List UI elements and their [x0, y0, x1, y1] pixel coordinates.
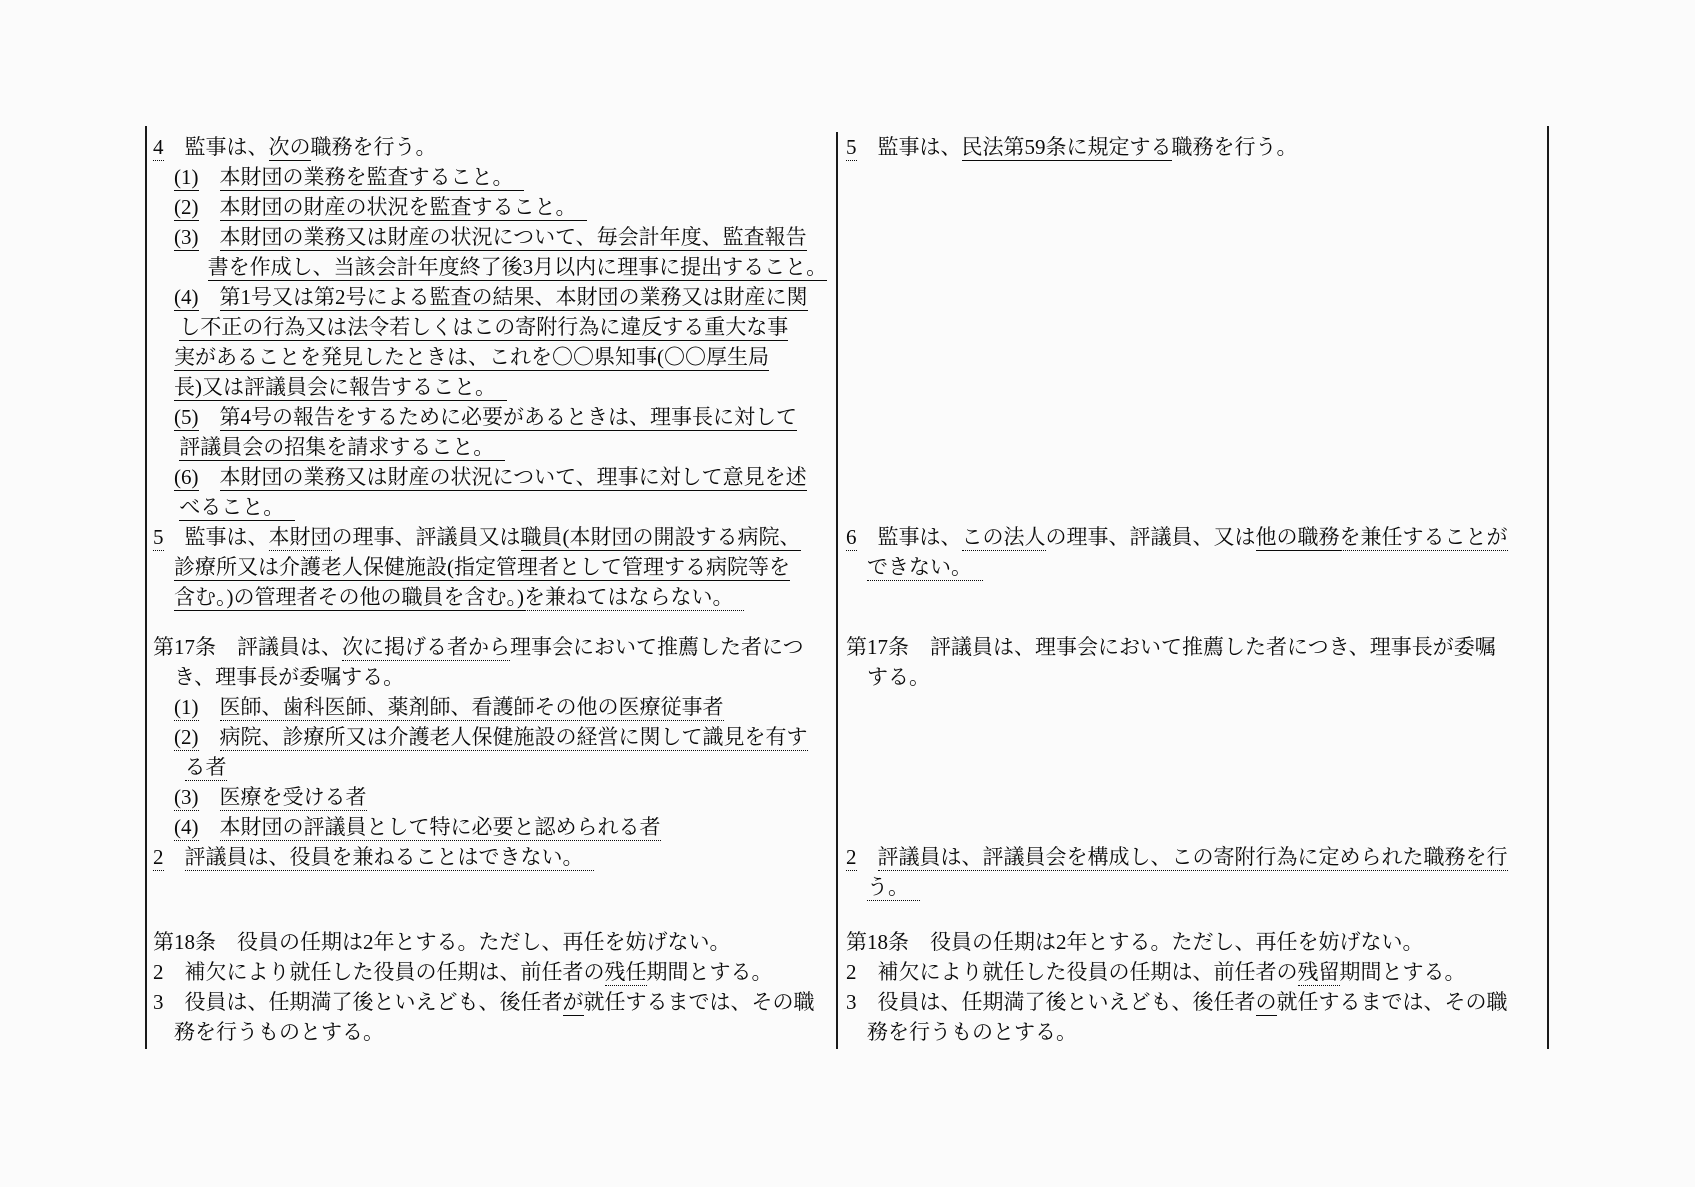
text-line — [153, 632, 828, 662]
text-run-underline-dotted: 医師、歯科医師、薬剤師、看護師その他の医療従事者 — [219, 695, 724, 719]
text-run: 第18条 役員の任期は2年とする。ただし、再任を妨げない。 — [153, 930, 731, 954]
text-run-underline-solid: 第1号又は第2号による監査の結果、本財団の業務又は財産に関 — [219, 285, 808, 309]
text-line — [153, 692, 828, 722]
text-run-underline-dotted: 本財団の評議員として特に必要と認められる者 — [219, 815, 661, 839]
text-run — [199, 695, 220, 719]
text-line — [153, 722, 828, 752]
text-run-underline-solid: 含む。)の管理者その他の職員を含む。) — [174, 585, 524, 609]
text-run: 第17条 評議員は、理事会において推薦した者につき、理事長が委嘱 — [846, 635, 1496, 659]
text-line — [846, 522, 1539, 552]
text-run — [199, 785, 220, 809]
text-run-underline-dotted: を兼任することが — [1339, 525, 1508, 549]
row-auditor-concurrent-prohibition — [147, 522, 1547, 632]
cell-left — [147, 632, 838, 842]
text-run-underline-solid: (5) — [174, 405, 199, 429]
text-run-underline-solid: (2) — [174, 195, 199, 219]
text-line — [153, 782, 828, 812]
text-run-underline-solid: の — [1255, 990, 1277, 1014]
text-run-underline-dotted: 残任 — [604, 960, 647, 984]
text-run — [857, 845, 878, 869]
text-run-underline-solid: し不正の行為又は法令若しくはこの寄附行為に違反する重大な事 — [179, 315, 789, 339]
text-run-underline-solid: (4) — [174, 285, 199, 309]
text-run: 就任するまでは、その職 — [583, 990, 815, 1014]
text-run-underline-dotted: (4) — [174, 815, 199, 839]
text-line — [846, 632, 1539, 662]
comparison-table — [145, 126, 1549, 1049]
text-run: 2 補欠により就任した役員の任期は、前任者の — [153, 960, 605, 984]
row-councilor-paragraph2 — [147, 842, 1547, 927]
text-line — [153, 402, 828, 432]
text-run-underline-dotted: を兼ねてはならない。 — [524, 585, 744, 609]
row-article18-officer-terms — [147, 927, 1547, 1049]
text-line — [153, 752, 828, 782]
text-run-underline-dotted: 病院、診療所又は介護老人保健施設の経営に関して識見を有す — [219, 725, 808, 749]
text-run-underline-dotted: 評議員は、評議員会を構成し、この寄附行為に定められた職務を行 — [877, 845, 1508, 869]
text-line — [153, 957, 828, 987]
text-run — [164, 845, 185, 869]
text-run: 3 役員は、任期満了後といえども、後任者 — [153, 990, 563, 1014]
text-run — [199, 225, 220, 249]
cell-left — [147, 927, 838, 1049]
text-line — [846, 132, 1539, 162]
text-line — [846, 872, 1539, 902]
text-line — [153, 522, 828, 552]
text-run-underline-solid: 次の — [268, 135, 311, 159]
text-run: の理事、評議員、又は — [1045, 525, 1256, 549]
text-line — [153, 552, 828, 582]
cell-left — [147, 522, 838, 632]
text-run: 監事は、 — [856, 525, 962, 549]
text-run: の理事、評議員又は — [331, 525, 521, 549]
text-line — [846, 662, 1539, 692]
text-run-underline-dotted: できない。 — [867, 555, 983, 579]
text-run: 第18条 役員の任期は2年とする。ただし、再任を妨げない。 — [846, 930, 1424, 954]
text-run: する。 — [867, 665, 930, 689]
text-line — [846, 957, 1539, 987]
text-run: 務を行うものとする。 — [867, 1020, 1077, 1044]
cell-right — [838, 842, 1547, 927]
text-run-underline-solid: (3) — [174, 225, 199, 249]
text-line — [153, 342, 828, 372]
text-line — [846, 842, 1539, 872]
text-run-underline-dotted: 6 — [846, 525, 857, 549]
text-run-underline-dotted: 医療を受ける者 — [219, 785, 367, 809]
text-run: 監事は、 — [163, 135, 269, 159]
text-line — [153, 987, 828, 1017]
text-run-underline-dotted: (1) — [174, 695, 199, 719]
cell-right — [838, 632, 1547, 842]
text-run-underline-dotted: 2 — [846, 845, 857, 869]
text-line — [153, 842, 828, 872]
text-run-underline-dotted: この法人 — [961, 525, 1046, 549]
text-run: 職務を行う。 — [1171, 135, 1298, 159]
cell-right — [838, 522, 1547, 632]
text-line — [153, 582, 828, 612]
text-run-underline-dotted: 本財団 — [268, 525, 332, 549]
text-run: き、理事長が委嘱する。 — [174, 665, 405, 689]
text-run-underline-dotted: 残留 — [1297, 960, 1340, 984]
text-run-underline-dotted: 4 — [153, 135, 164, 159]
text-run-underline-solid: 職員(本財団の開設する病院、 — [520, 525, 801, 549]
text-line — [846, 552, 1539, 582]
text-run-underline-solid: 本財団の業務又は財産の状況について、毎会計年度、監査報告 — [219, 225, 807, 249]
text-run-underline-dotted: 5 — [846, 135, 857, 159]
text-line — [153, 662, 828, 692]
text-run-underline-dotted: る者 — [184, 755, 227, 779]
cell-right — [838, 927, 1547, 1049]
text-line — [153, 462, 828, 492]
text-line — [153, 162, 828, 192]
cell-left — [147, 132, 838, 522]
text-run-underline-solid: 第4号の報告をするために必要があるときは、理事長に対して — [219, 405, 797, 429]
text-line — [153, 312, 828, 342]
text-line — [846, 987, 1539, 1017]
text-run-underline-solid: 他の職務 — [1255, 525, 1340, 549]
text-run: 監事は、 — [163, 525, 269, 549]
text-line — [153, 927, 828, 957]
text-run — [199, 725, 220, 749]
text-run-underline-solid: 民法第59条に規定する — [961, 135, 1172, 159]
text-run-underline-solid: 本財団の財産の状況を監査すること。 — [219, 195, 587, 219]
text-run: 理事会において推薦した者につ — [510, 635, 804, 659]
row-article17-councilors — [147, 632, 1547, 842]
text-run: 2 補欠により就任した役員の任期は、前任者の — [846, 960, 1298, 984]
text-run — [199, 195, 220, 219]
text-line — [153, 492, 828, 522]
text-run-underline-dotted: 次に掲げる者から — [342, 635, 510, 659]
text-line — [153, 192, 828, 222]
text-line — [846, 927, 1539, 957]
text-line — [846, 1017, 1539, 1047]
cell-left — [147, 842, 838, 927]
text-run-underline-dotted: 5 — [153, 525, 164, 549]
text-run-underline-solid: 評議員会の招集を請求すること。 — [179, 435, 505, 459]
text-run-underline-solid: 書を作成し、当該会計年度終了後3月以内に理事に提出すること。 — [207, 255, 828, 279]
text-line — [153, 222, 828, 252]
text-run: 期間とする。 — [1339, 960, 1466, 984]
text-line — [153, 432, 828, 462]
text-run-underline-solid: 診療所又は介護老人保健施設(指定管理者として管理する病院等を — [174, 555, 790, 579]
row-auditor-duties — [147, 132, 1547, 522]
cell-right — [838, 132, 1547, 522]
text-run — [199, 465, 220, 489]
text-run-underline-solid: 長)又は評議員会に報告すること。 — [174, 375, 507, 399]
text-run-underline-solid: 本財団の業務を監査すること。 — [219, 165, 524, 189]
text-run-underline-solid: べること。 — [179, 495, 295, 519]
text-run-underline-dotted: (2) — [174, 725, 199, 749]
text-run: 監事は、 — [856, 135, 962, 159]
text-run: 期間とする。 — [646, 960, 773, 984]
text-run-underline-solid: が — [562, 990, 584, 1014]
text-run-underline-dotted: 評議員は、役員を兼ねることはできない。 — [184, 845, 594, 869]
text-line — [153, 282, 828, 312]
text-line — [153, 812, 828, 842]
text-run — [199, 405, 220, 429]
text-run: 職務を行う。 — [310, 135, 437, 159]
text-run — [199, 815, 220, 839]
text-line — [153, 132, 828, 162]
text-run-underline-solid: (1) — [174, 165, 199, 189]
text-run: 務を行うものとする。 — [174, 1020, 384, 1044]
text-run-underline-dotted: う。 — [867, 875, 920, 899]
text-line — [153, 252, 828, 282]
text-line — [153, 372, 828, 402]
text-run-underline-solid: 実があることを発見したときは、これを〇〇県知事(〇〇厚生局 — [174, 345, 769, 369]
text-run-underline-dotted: 2 — [153, 845, 164, 869]
text-run: 3 役員は、任期満了後といえども、後任者 — [846, 990, 1256, 1014]
text-run: 第17条 評議員は、 — [153, 635, 342, 659]
text-run — [199, 165, 220, 189]
text-run-underline-solid: 本財団の業務又は財産の状況について、理事に対して意見を述 — [219, 465, 807, 489]
text-run — [199, 285, 220, 309]
text-run: 就任するまでは、その職 — [1276, 990, 1508, 1014]
text-run-underline-dotted: (3) — [174, 785, 199, 809]
text-line — [153, 1017, 828, 1047]
text-run-underline-solid: (6) — [174, 465, 199, 489]
